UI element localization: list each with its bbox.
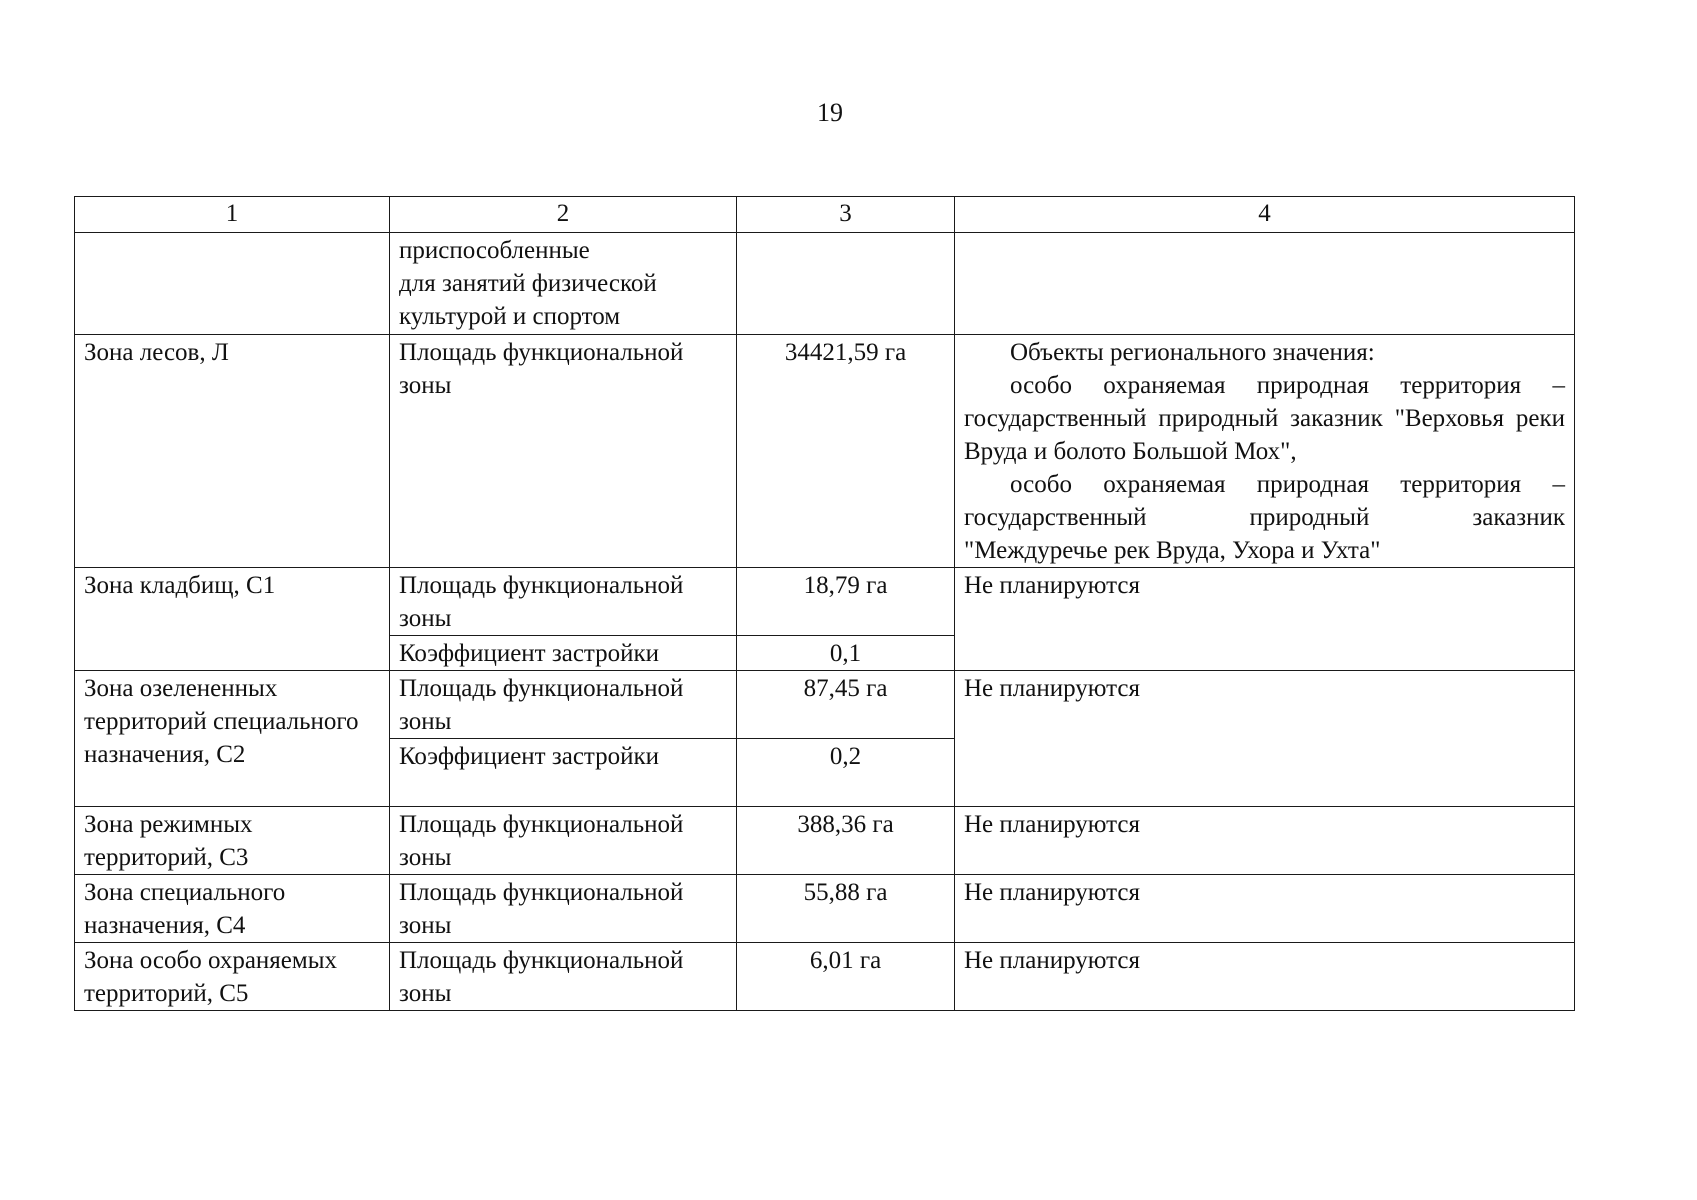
indicator-line: для занятий физической xyxy=(399,270,657,297)
indicator-value: 6,01 га xyxy=(737,943,955,1011)
table-row-green-special xyxy=(75,671,1575,739)
objects-description: Не планируются xyxy=(955,671,1575,807)
objects-cell xyxy=(955,233,1575,335)
table-row-continuation xyxy=(75,233,1575,335)
indicator-line: культурой и спортом xyxy=(399,303,621,330)
indicator-name: Площадь функциональной зоны xyxy=(390,568,737,636)
objects-item-continuation: "Междуречье рек Вруда, Ухора и Ухта" xyxy=(964,537,1381,564)
table-row-cemetery xyxy=(75,568,1575,636)
column-number-2: 2 xyxy=(390,197,737,233)
table-row-protected xyxy=(75,943,1575,1011)
zone-cell xyxy=(75,233,390,335)
indicator-value: 0,1 xyxy=(737,636,955,671)
column-number-1: 1 xyxy=(75,197,390,233)
column-number-3: 3 xyxy=(737,197,955,233)
zone-name: Зона специального назначения, С4 xyxy=(75,875,390,943)
objects-description: Не планируются xyxy=(955,568,1575,671)
objects-description: Не планируются xyxy=(955,875,1575,943)
indicator-value: 55,88 га xyxy=(737,875,955,943)
indicator-value: 18,79 га xyxy=(737,568,955,636)
indicator-value: 388,36 га xyxy=(737,807,955,875)
indicator-name: Площадь функциональной зоны xyxy=(390,875,737,943)
zone-name: Зона режимных территорий, С3 xyxy=(75,807,390,875)
indicator-cell xyxy=(390,233,737,335)
objects-description xyxy=(955,335,1575,568)
table-header-row xyxy=(75,197,1575,233)
zone-name: Зона кладбищ, С1 xyxy=(75,568,390,671)
indicator-value: 0,2 xyxy=(737,739,955,807)
objects-heading: Объекты регионального значения: xyxy=(1010,339,1375,366)
objects-description: Не планируются xyxy=(955,807,1575,875)
indicator-value: 34421,59 га xyxy=(737,335,955,568)
indicator-line: приспособленные xyxy=(399,237,590,264)
indicator-name: Площадь функциональной зоны xyxy=(390,807,737,875)
table-row-forest xyxy=(75,335,1575,568)
indicator-name: Площадь функциональной зоны xyxy=(390,671,737,739)
indicator-name: Площадь функциональной зоны xyxy=(390,943,737,1011)
table-row-special xyxy=(75,875,1575,943)
indicator-name: Площадь функциональной зоны xyxy=(390,335,737,568)
objects-item: особо охраняемая природная территория – государственный природный заказник "Верховья реки Вруда и болото Большой Мох", xyxy=(964,372,1565,465)
column-number-4: 4 xyxy=(955,197,1575,233)
zone-name: Зона озелененных территорий специального назначения, С2 xyxy=(75,671,390,807)
value-cell xyxy=(737,233,955,335)
zones-table xyxy=(74,196,1575,1011)
zone-name: Зона особо охраняемых территорий, С5 xyxy=(75,943,390,1011)
objects-item: особо охраняемая природная территория – государственный природный заказник xyxy=(964,471,1565,531)
table-row-regime xyxy=(75,807,1575,875)
objects-description: Не планируются xyxy=(955,943,1575,1011)
indicator-name: Коэффициент застройки xyxy=(390,636,737,671)
page-number: 19 xyxy=(817,98,843,127)
indicator-value: 87,45 га xyxy=(737,671,955,739)
zone-name: Зона лесов, Л xyxy=(75,335,390,568)
indicator-name: Коэффициент застройки xyxy=(390,739,737,807)
